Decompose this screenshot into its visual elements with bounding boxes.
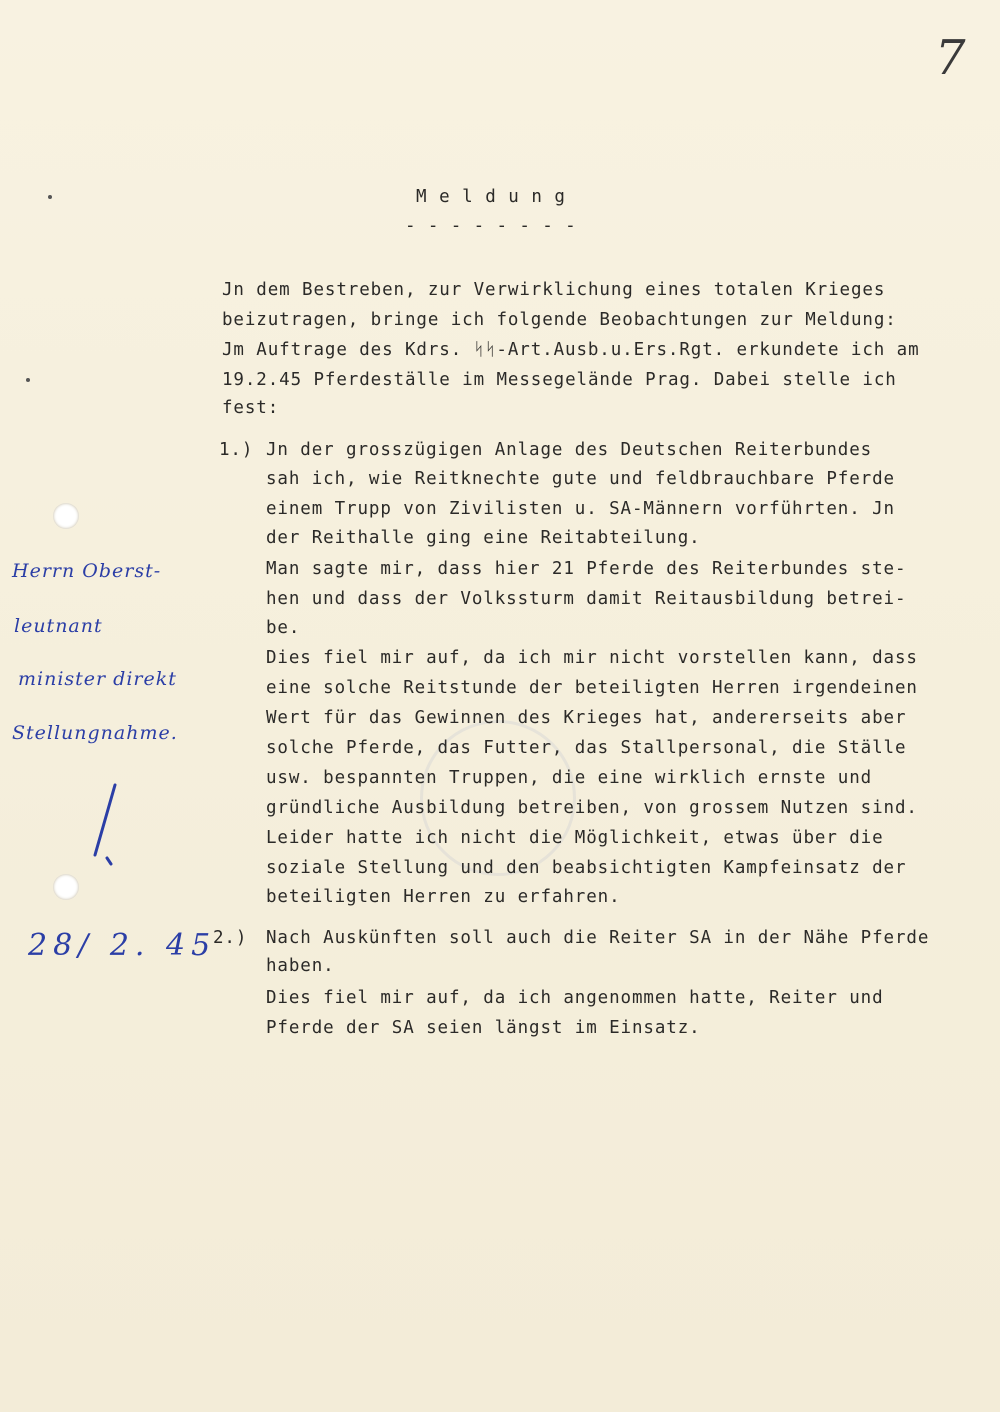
item2-line: Pferde der SA seien längst im Einsatz. [266, 1018, 701, 1038]
item-number: 1.) [219, 440, 254, 460]
item1-line: hen und dass der Volkssturm damit Reitausbildung betrei- [266, 589, 907, 609]
item1-line: solche Pferde, das Futter, das Stallpersonal, die Ställe [266, 738, 907, 758]
item1-line: soziale Stellung und den beabsichtigten Kampfeinsatz der [266, 858, 907, 878]
item1-line: der Reithalle ging eine Reitabteilung. [266, 528, 701, 548]
document-title: M e l d u n g [416, 187, 566, 207]
item1-line: Dies fiel mir auf, da ich mir nicht vorstellen kann, dass [266, 648, 918, 668]
item1-line: Jn der grosszügigen Anlage des Deutschen Reiterbundes [266, 440, 873, 460]
intro-line: beizutragen, bringe ich folgende Beobachtungen zur Meldung: [222, 310, 897, 330]
item1-line: be. [266, 618, 301, 638]
intro-line: Jn dem Bestreben, zur Verwirklichung eines totalen Krieges [222, 280, 886, 300]
punch-hole [53, 874, 79, 900]
item1-line: eine solche Reitstunde der beteiligten Herren irgendeinen [266, 678, 918, 698]
handwritten-note-line: Herrn Oberst- [12, 560, 162, 582]
item-number: 2.) [213, 928, 248, 948]
item1-line: Man sagte mir, dass hier 21 Pferde des Reiterbundes ste- [266, 559, 907, 579]
item2-line: haben. [266, 956, 335, 976]
intro-line: fest: [222, 398, 280, 418]
handwritten-date: 28/ 2. 45 [28, 928, 217, 963]
item1-line: einem Trupp von Zivilisten u. SA-Männern vorführten. Jn [266, 499, 895, 519]
item1-line: usw. bespannten Truppen, die eine wirklich ernste und [266, 768, 873, 788]
handwritten-note-line: leutnant [14, 615, 103, 637]
handwritten-note-line: minister direkt [18, 668, 177, 690]
punch-hole [53, 503, 79, 529]
page-number: 7 [935, 30, 966, 86]
title-underline: - - - - - - - - [405, 216, 577, 236]
intro-line: 19.2.45 Pferdeställe im Messegelände Prag. Dabei stelle ich [222, 370, 897, 390]
item1-line: Wert für das Gewinnen des Krieges hat, andererseits aber [266, 708, 907, 728]
item1-line: sah ich, wie Reitknechte gute und feldbrauchbare Pferde [266, 469, 895, 489]
handwritten-note-line: Stellungnahme. [12, 722, 178, 744]
item1-line: beteiligten Herren zu erfahren. [266, 887, 621, 907]
handwritten-stroke [85, 780, 125, 870]
item1-line: gründliche Ausbildung betreiben, von grossem Nutzen sind. [266, 798, 918, 818]
item1-line: Leider hatte ich nicht die Möglichkeit, etwas über die [266, 828, 884, 848]
paper-speck [26, 378, 30, 382]
intro-line: Jm Auftrage des Kdrs. ᛋᛋ-Art.Ausb.u.Ers.Rgt. erkundete ich am [222, 340, 920, 360]
item2-line: Dies fiel mir auf, da ich angenommen hatte, Reiter und [266, 988, 884, 1008]
paper-speck [48, 195, 52, 199]
item2-line: Nach Auskünften soll auch die Reiter SA in der Nähe Pferde [266, 928, 930, 948]
